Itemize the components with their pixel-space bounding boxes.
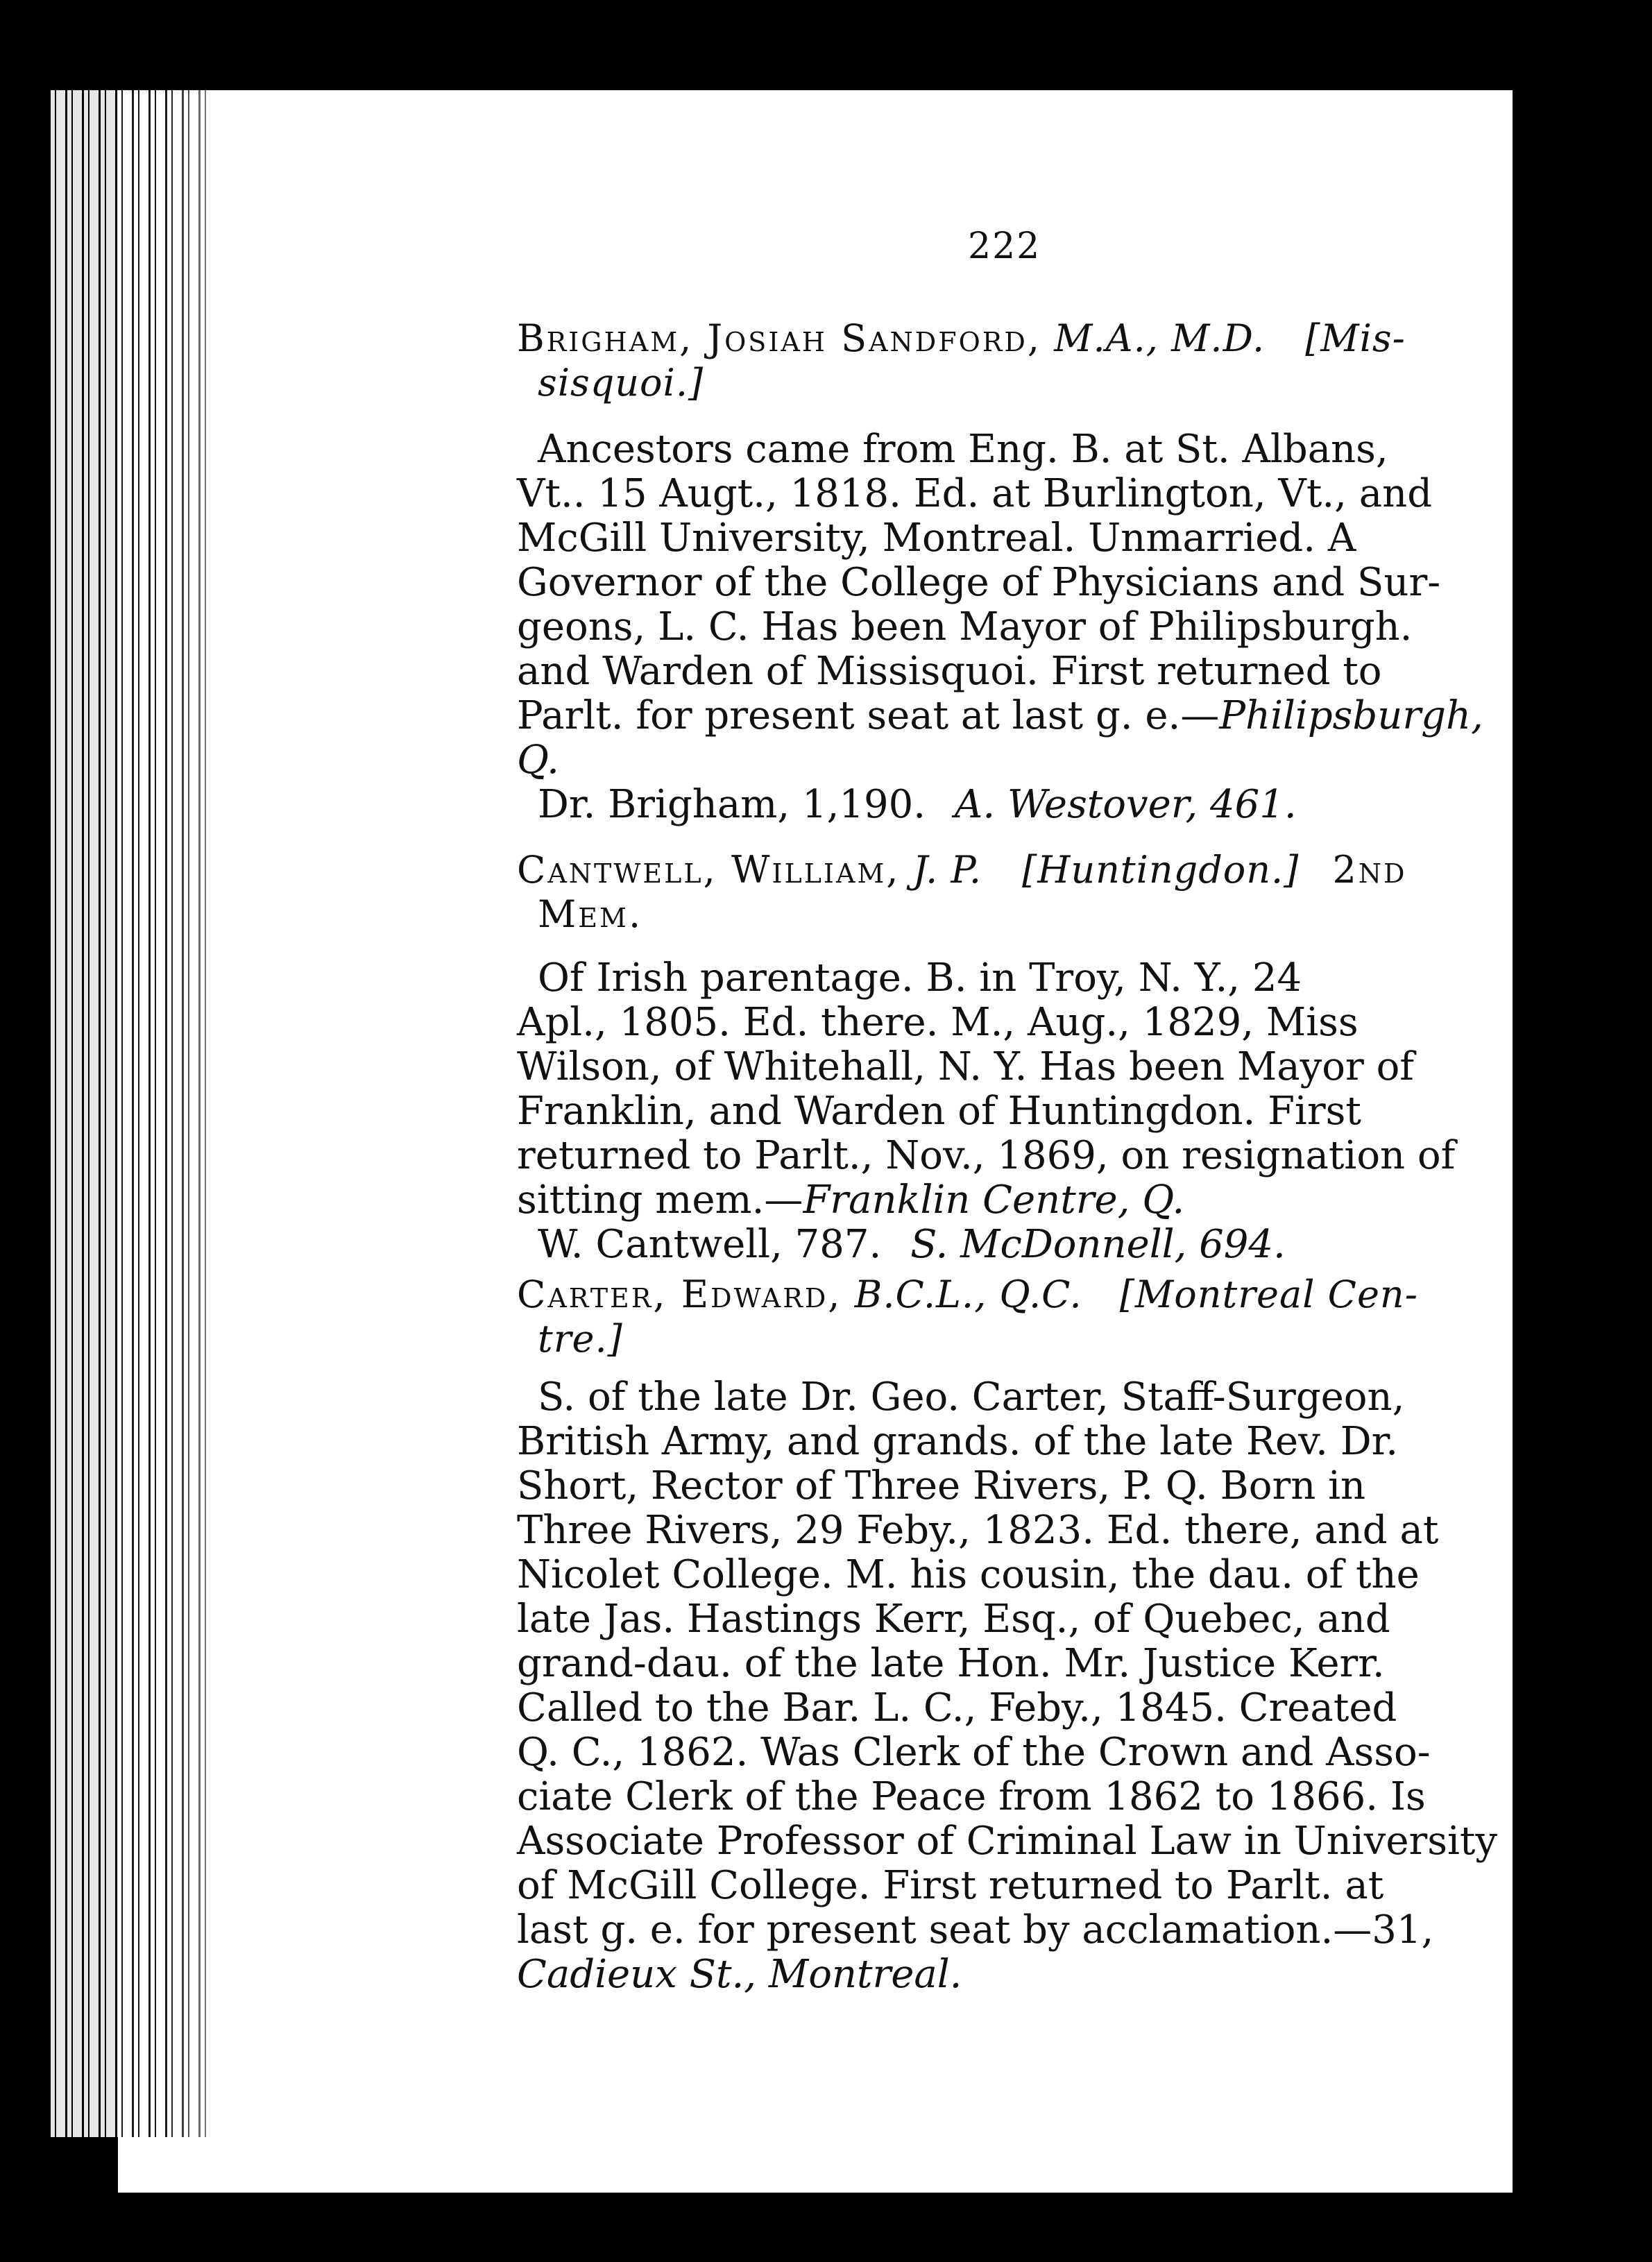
entry-address: Cadieux St., Montreal. (517, 1952, 962, 1997)
entry-body-line: Of Irish parentage. B. in Troy, N. Y., 24 (538, 955, 1302, 1001)
entry-votes (538, 1223, 1286, 1267)
entry-name: Cantwell, William, (517, 848, 901, 892)
entry-body-line: Franklin, and Warden of Huntingdon. First (517, 1089, 1361, 1134)
entry-heading (517, 848, 1407, 892)
entry-body-line (517, 1178, 1184, 1223)
votes-opponent: S. McDonnell, 694. (910, 1222, 1286, 1267)
entry-degrees: M.A., M.D. (1054, 316, 1266, 360)
gutter-shadow (167, 90, 305, 2137)
entry-body-line: returned to Parlt., Nov., 1869, on resignation of (517, 1133, 1456, 1178)
entry-note: 2nd (1332, 848, 1407, 892)
entry-body-line: ciate Clerk of the Peace from 1862 to 1866. Is (517, 1774, 1426, 1819)
entry-name: Carter, Edward, (517, 1273, 842, 1316)
entry-riding-cont: tre.] (538, 1317, 623, 1361)
entry-body-line: Q. C., 1862. Was Clerk of the Crown and Asso- (517, 1730, 1431, 1775)
entry-votes (538, 783, 1297, 827)
votes-member: Dr. Brigham, 1,190. (538, 782, 926, 827)
entry-body-line: grand-dau. of the late Hon. Mr. Justice Kerr. (517, 1641, 1385, 1686)
right-page-edge (1526, 118, 1652, 2262)
entry-body-text: Parlt. for present seat at last g. e.— (517, 693, 1220, 738)
entry-body-line: British Army, and grands. of the late Rev. Dr. (517, 1419, 1399, 1464)
entry-riding: [Huntingdon.] (1022, 848, 1300, 892)
entry-body-line: Apl., 1805. Ed. there. M., Aug., 1829, Miss (517, 1000, 1359, 1045)
entry-body-line: Associate Professor of Criminal Law in University (517, 1819, 1498, 1864)
entry-degrees: B.C.L., Q.C. (854, 1273, 1082, 1316)
entry-address-cont: Q. (517, 738, 559, 783)
entry-body-line: Called to the Bar. L. C., Feby., 1845. Created (517, 1685, 1397, 1730)
entry-riding: [Montreal Cen- (1119, 1273, 1418, 1316)
entry-degrees: J. P. (912, 848, 982, 892)
entry-riding: [Mis- (1305, 316, 1406, 360)
entry-body-line: Nicolet College. M. his cousin, the dau. of the (517, 1552, 1420, 1597)
entry-body-line: Vt.. 15 Augt., 1818. Ed. at Burlington, Vt., and (517, 471, 1433, 516)
entry-body-text: sitting mem.— (517, 1177, 803, 1223)
entry-body-line: geons, L. C. Has been Mayor of Philipsburgh. (517, 604, 1413, 649)
entry-body-line: McGill University, Montreal. Unmarried. A (517, 516, 1356, 561)
entry-body-line: late Jas. Hastings Kerr, Esq., of Quebec, and (517, 1597, 1390, 1642)
entry-heading (517, 316, 1406, 361)
votes-opponent: A. Westover, 461. (954, 782, 1297, 827)
entry-riding-cont: sisquoi.] (538, 361, 704, 405)
entry-body-line: Ancestors came from Eng. B. at St. Albans, (538, 427, 1388, 472)
entry-body-line: Governor of the College of Physicians and Sur- (517, 560, 1441, 605)
entry-body-line: S. of the late Dr. Geo. Carter, Staff-Surgeon, (538, 1375, 1405, 1420)
entry-name: Brigham, Josiah Sandford, (517, 316, 1041, 360)
entry-body-line: Short, Rector of Three Rivers, P. Q. Born in (517, 1463, 1366, 1508)
entry-body-line (517, 694, 1483, 738)
entry-address: Franklin Centre, Q. (803, 1177, 1185, 1223)
entry-body-line: Three Rivers, 29 Feby., 1823. Ed. there, and at (517, 1508, 1439, 1553)
entry-body-line: Wilson, of Whitehall, N. Y. Has been Mayor of (517, 1044, 1415, 1089)
entry-body-line: and Warden of Missisquoi. First returned to (517, 649, 1382, 694)
entry-body-line: of McGill College. First returned to Parlt. at (517, 1863, 1384, 1908)
entry-body-line: last g. e. for present seat by acclamation.—31, (517, 1907, 1434, 1953)
votes-member: W. Cantwell, 787. (538, 1222, 882, 1267)
bottom-scan-border (0, 2193, 1652, 2262)
entry-heading (517, 1273, 1418, 1317)
page-number: 222 (968, 226, 1041, 267)
entry-note-cont: Mem. (538, 892, 643, 936)
entry-address: Philipsburgh, (1219, 693, 1483, 738)
